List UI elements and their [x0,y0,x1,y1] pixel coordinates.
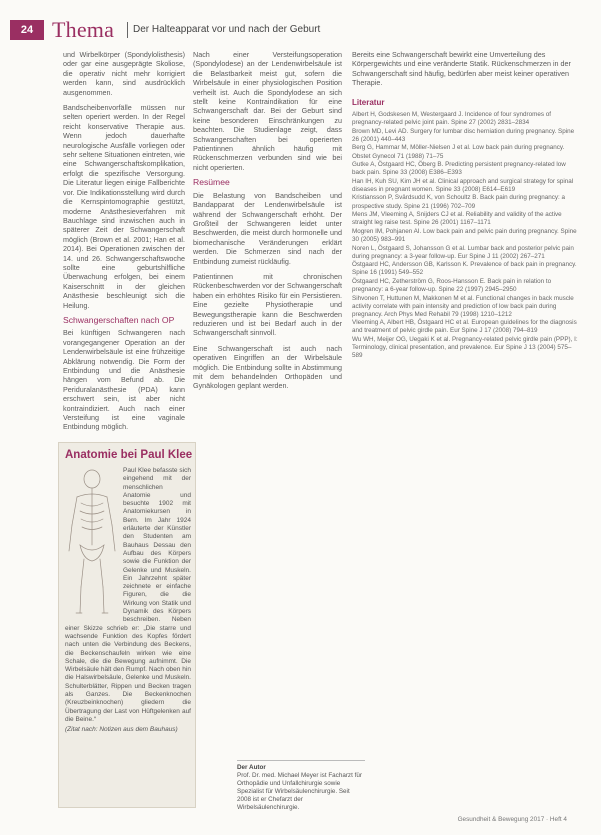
paragraph: Eine Schwangerschaft ist auch nach operativen Eingriffen an der Wirbelsäule möglich. Die Entbindung sollte in Abstimmung mit dem behandelnden Orthopäden und Gynäkologen geplant werden. [193,343,342,391]
page-number: 24 [10,20,44,40]
reference-item: Berg G, Hammar M, Möller-Nielsen J et al. Low back pain during pregnancy. Obstet Gynecol 71 (1988) 71–75 [352,144,565,160]
paragraph: Nach einer Versteifungsoperation (Spondylodese) an der Lendenwirbelsäule ist die Belastbarkeit meist gut, sofern die Wirbelsäule in einer physiologischen Position verheilt ist. Auch die Spondylodese an sich stellt keine Kontraindikation für eine Schwangerschaft dar. Bei der Geburt sind keine besonderen Einschränkungen zu beachten. Die Studienlage zeigt, dass Schwangerschaften bei operierten Patientinnen ähnlich häufig mit Rückenschmerzen verbunden sind wie bei nicht operierten. [193,50,342,172]
paragraph: Bereits eine Schwangerschaft bewirkt eine Umverteilung des Körpergewichts und eine veränderte Statik. Rückenschmerzen in der Schwangerschaft sind häufig, bedürfen aber meist keiner operativen Therapie. [352,50,571,88]
reference-item: Kristiansson P, Svärdsudd K, von Schoultz B. Back pain during pregnancy: a prospective study. Spine 21 (1996) 702–709 [352,194,566,210]
info-box-text: Paul Klee befasste sich eingehend mit der menschlichen Anatomie und besuchte 1902 mit Anatomiekursen in Bern. Im Jahr 1924 erläuterte der Künstler den Studenten am Bauhaus Dessau den Aufbau des Körpers sowie die Funktion der Gelenke und Muskeln. Ein Jahrzehnt später zeichnete er einfache Figuren, die die Wirkung von Statik und Dynamik des Körpers beschreiben. Neben einer Skizze schrieb er: „Die starre und wachsende Funktion des Kopfes fördert nach unten die Verbindung des Beckens, die Beckenschaufeln wirken wie eine Schale, die die Bewegung aufnimmt. Die Wirbelsäule hält den Rumpf. Nach oben hin die Halswirbelsäule, Gelenke und Muskeln. Schulterblätter, Rippen und Becken tragen als Ganzes. Die Beckenknochen (Kreuzbeinknochen) gliedern die Übertragung der Last von Hüftgelenken auf die Beine.“ [65,467,191,723]
paragraph: Bei künftigen Schwangeren nach vorangegangener Operation an der Lendenwirbelsäule ist eine frühzeitige Abklärung notwendig. Die Form der Entbindung und die Anästhesie hängen vom Befund ab. Die Periduralanästhesie (PDA) kann erschwert sein, ist aber nicht kontraindiziert. Auch nach einer Versteifung ist eine vaginale Entbindung möglich. [63,328,185,432]
reference-item: Vleeming A, Albert HB, Östgaard HC et al. European guidelines for the diagnosis and treatment of pelvic girdle pain. Eur Spine J 17 (2008) 794–819 [352,319,577,335]
header-divider [127,22,128,38]
reference-item: Gutke A, Östgaard HC, Öberg B. Predicting persistent pregnancy-related low back pain. Spine 33 (2008) E386–E393 [352,161,566,177]
text-column-1 [63,50,185,438]
reference-item: Brown MD, Levi AD. Surgery for lumbar disc herniation during pregnancy. Spine 26 (2001) 440–443 [352,127,575,143]
text-column-3 [352,50,580,361]
reference-item: Östgaard HC, Andersson GB, Karlsson K. Prevalence of back pain in pregnancy. Spine 16 (1991) 549–552 [352,261,577,277]
author-label: Der Autor [237,764,266,771]
info-box-title: Anatomie bei Paul Klee [65,449,193,461]
author-text: Prof. Dr. med. Michael Meyer ist Facharzt für Orthopädie und Unfallchirurgie sowie Spezialist für Wirbelsäulenchirurgie. Seit 2008 ist er Chefarzt der Wirbelsäulenchirurgie. [237,772,362,811]
text-column-2 [193,50,342,397]
section-heading: Resümee [193,177,230,188]
skeleton-sketch-illustration [65,467,119,619]
paragraph: Patientinnen mit chronischen Rückenbeschwerden vor der Schwangerschaft haben ein erhöhtes Risiko für ein Persistieren. Eine gezielte Physiotherapie und Bewegungstherapie kann die Beschwerden reduzieren und ist bei Bedarf auch in der Schwangerschaft sinnvoll. [193,271,342,338]
author-box [237,760,365,812]
reference-item: Han IH, Kuh SU, Kim JH et al. Clinical approach and surgical strategy for spinal diseases in pregnant women. Spine 33 (2008) E614–E619 [352,177,574,193]
paragraph: Bandscheibenvorfälle müssen nur selten operiert werden. In der Regel reicht konservative Therapie aus. Wenn jedoch dauerhafte neurologische Ausfälle vorliegen oder sehr seltene Situationen eintreten, wie eine Schwangerschaftskomplikation, erfolgt die spezifische Versorgung. Die Literatur liegen einige Fallberichte vor. Die Indikationsstellung wird durch die Kernspintomographie gestützt, moderne Anästhesieverfahren mit Bauchlage sind inzwischen auch in späterer Zeit der Schwangerschaft möglich (Brown et al. 2001; Han et al. 2014). Bei Operationen zwischen der 14. und 26. Schwangerschaftswoche sollte eine geburtshilfliche Überwachung erfolgen, bei einem Kaiserschnitt in der gleichen Anästhesie beschleunigt sich die Heilung. [63,103,185,310]
info-box-source: (Zitat nach: Notizen aus dem Bauhaus) [65,726,178,734]
reference-list [352,111,580,360]
reference-item: Albert H, Godskesen M, Westergaard J. Incidence of four syndromes of pregnancy-related pelvic joint pain. Spine 27 (2002) 2831–2834 [352,111,552,127]
reference-item: Mogren IM, Pohjanen AI. Low back pain and pelvic pain during pregnancy. Spine 30 (2005) 983–991 [352,227,577,243]
reference-item: Noren L, Östgaard S, Johansson G et al. Lumbar back and posterior pelvic pain during pregnancy: a 3-year follow-up. Eur Spine J 11 (2002) 267–271 [352,244,574,260]
reference-item: Mens JM, Vleeming A, Snijders CJ et al. Reliability and validity of the active straight leg raise test. Spine 26 (2001) 1167–1171 [352,211,562,227]
reference-item: Östgaard HC, Zetherström G, Roos-Hansson E. Back pain in relation to pregnancy: a 6-year follow-up. Spine 22 (1997) 2945–2950 [352,277,552,293]
info-box-text-wrapper [65,467,191,735]
info-box [58,442,196,808]
section-heading: Schwangerschaften nach OP [63,314,175,325]
page-footer: Gesundheit & Bewegung 2017 · Heft 4 [457,816,567,823]
page-title: Thema [52,17,115,42]
reference-item: Wu WH, Meijer OG, Uegaki K et al. Pregnancy-related pelvic girdle pain (PPP), I: Terminology, clinical presentation, and prevalence. Eur Spine J 13 (2004) 575–589 [352,336,578,360]
page-subtitle: Der Halteapparat vor und nach der Geburt [133,24,321,35]
references-heading: Literatur [352,97,385,107]
paragraph: und Wirbelkörper (Spondylolisthesis) oder gar eine ausgeprägte Skoliose, die operativ nicht mehr korrigiert werden kann, sind ausdrücklich ausgenommen. [63,50,185,97]
paragraph: Die Belastung von Bandscheiben und Bandapparat der Lendenwirbelsäule ist während der Schwangerschaft erhöht. Der Großteil der Schwangeren leidet unter Beschwerden, die meist durch hormonelle und biomechanische Veränderungen erklärt werden. Die Schmerzen sind nach der Entbindung zumeist rückläufig. [193,190,342,266]
reference-item: Sihvonen T, Huttunen M, Makkonen M et al. Functional changes in back muscle activity correlate with pain intensity and prediction of low back pain during pregnancy. Arch Phys Med Rehabil 79 (1998) 1210–1212 [352,294,574,318]
